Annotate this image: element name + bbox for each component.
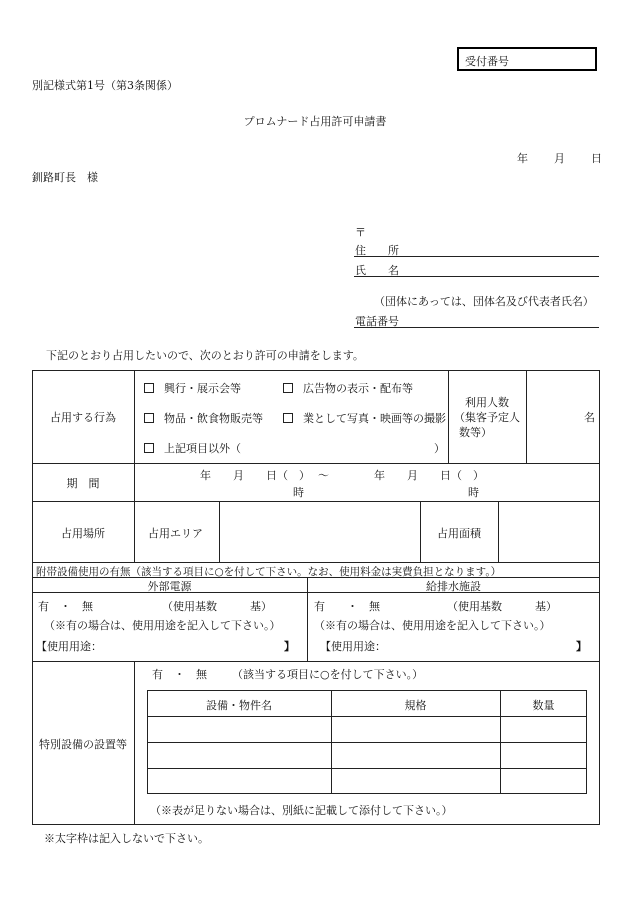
checkbox-icon[interactable] — [283, 413, 293, 423]
col-header-spec: 規格 — [404, 699, 427, 712]
users-label-2: （集客予定人 — [454, 411, 520, 424]
special-yes-no[interactable]: 有 ・ 無 — [152, 668, 207, 681]
area-field[interactable] — [220, 502, 419, 561]
date-day: 日 — [591, 152, 602, 165]
intro-text: 下記のとおり占用したいので、次のとおり許可の申請をします。 — [46, 349, 364, 362]
option-other[interactable] — [144, 440, 241, 456]
size-label: 占用面積 — [437, 527, 481, 540]
table-cell[interactable] — [501, 743, 586, 767]
period-tilde: ～ — [318, 469, 329, 482]
power-use-field[interactable] — [105, 636, 280, 654]
row-divider — [32, 661, 600, 662]
power-use-open: 【使用用途： — [36, 640, 102, 653]
option-advertising[interactable] — [283, 380, 413, 396]
date-year: 年 — [517, 152, 528, 165]
period-label: 期 間 — [66, 477, 100, 490]
col-header-name: 設備・物件名 — [206, 699, 272, 712]
power-title: 外部電源 — [147, 580, 192, 593]
water-note: （※有の場合は、使用用途を記入して下さい。） — [314, 619, 551, 632]
power-use-close: 】 — [284, 640, 295, 653]
water-use-close: 】 — [576, 640, 587, 653]
org-note: （団体にあっては、団体名及び代表者氏名） — [374, 295, 594, 308]
water-use-open: 【使用用途： — [320, 640, 386, 653]
row-divider — [32, 562, 600, 563]
special-label: 特別設備の設置等 — [39, 738, 127, 751]
period-to-time[interactable]: 時 — [468, 486, 479, 499]
option-label: 物品・飲食物販売等 — [164, 412, 263, 425]
col-divider — [134, 370, 135, 562]
option-other-close: ） — [434, 442, 445, 455]
table-cell[interactable] — [148, 743, 330, 767]
option-label: 上記項目以外（ — [164, 442, 241, 455]
col-divider — [526, 370, 527, 463]
col-divider — [420, 501, 421, 562]
power-note: （※有の場合は、使用用途を記入して下さい。） — [44, 619, 281, 632]
table-cell[interactable] — [332, 743, 499, 767]
option-label: 業として写真・映画等の撮影 — [303, 412, 446, 425]
checkbox-icon[interactable] — [144, 383, 154, 393]
water-count[interactable]: （使用基数 基） — [447, 600, 557, 613]
address-line[interactable] — [354, 256, 599, 257]
period-from-date[interactable]: 年 月 日（ ） — [200, 469, 310, 482]
postal-mark: 〒 — [355, 226, 366, 239]
power-yes-no[interactable]: 有 ・ 無 — [38, 600, 93, 613]
checkbox-icon[interactable] — [144, 413, 154, 423]
phone-label: 電話番号 — [355, 315, 399, 328]
table-cell[interactable] — [332, 717, 499, 741]
addressee: 釧路町長 様 — [32, 171, 98, 184]
option-exhibition[interactable] — [144, 380, 241, 396]
option-label: 興行・展示会等 — [164, 382, 241, 395]
table-cell[interactable] — [332, 769, 499, 793]
table-cell[interactable] — [148, 769, 330, 793]
users-label-3: 数等） — [459, 426, 492, 439]
address-label: 住 所 — [355, 244, 399, 257]
users-unit: 名 — [584, 411, 595, 424]
name-line[interactable] — [354, 276, 599, 277]
form-title: プロムナード占用許可申請書 — [243, 115, 387, 128]
water-yes-no[interactable]: 有 ・ 無 — [314, 600, 380, 613]
power-count[interactable]: （使用基数 基） — [162, 600, 272, 613]
option-filming[interactable] — [283, 410, 446, 426]
col-divider — [134, 661, 135, 825]
size-field[interactable] — [499, 502, 599, 561]
activity-label: 占用する行為 — [50, 411, 116, 424]
table-cell[interactable] — [148, 717, 330, 741]
table-cell[interactable] — [501, 769, 586, 793]
receipt-number-box — [457, 47, 597, 71]
date-month: 月 — [554, 152, 565, 165]
special-footnote: （※表が足りない場合は、別紙に記載して添付して下さい。） — [150, 804, 453, 817]
form-id: 別記様式第1号（第3条関係） — [32, 79, 178, 92]
water-title: 給排水施設 — [426, 580, 481, 593]
name-label: 氏 名 — [355, 264, 399, 277]
option-label: 広告物の表示・配布等 — [303, 382, 413, 395]
place-label: 占用場所 — [61, 527, 105, 540]
water-use-field[interactable] — [390, 636, 570, 654]
row-divider — [32, 463, 600, 464]
phone-line[interactable] — [354, 327, 599, 328]
period-to-date[interactable]: 年 月 日（ ） — [374, 469, 484, 482]
checkbox-icon[interactable] — [283, 383, 293, 393]
facilities-header: 附帯設備使用の有無（該当する項目に○を付して下さい。なお、使用料金は実費負担となります。） — [36, 566, 502, 578]
special-instruction: （該当する項目に○を付して下さい。） — [232, 668, 424, 681]
col-header-qty: 数量 — [532, 699, 555, 712]
table-cell[interactable] — [501, 717, 586, 741]
col-divider — [448, 370, 449, 463]
area-label: 占用エリア — [148, 527, 203, 540]
checkbox-icon[interactable] — [144, 443, 154, 453]
option-sales[interactable] — [144, 410, 263, 426]
receipt-number-label: 受付番号 — [465, 55, 509, 68]
users-label-1: 利用人数 — [465, 396, 509, 409]
period-from-time[interactable]: 時 — [293, 486, 304, 499]
bottom-note: ※太字枠は記入しないで下さい。 — [44, 832, 209, 845]
